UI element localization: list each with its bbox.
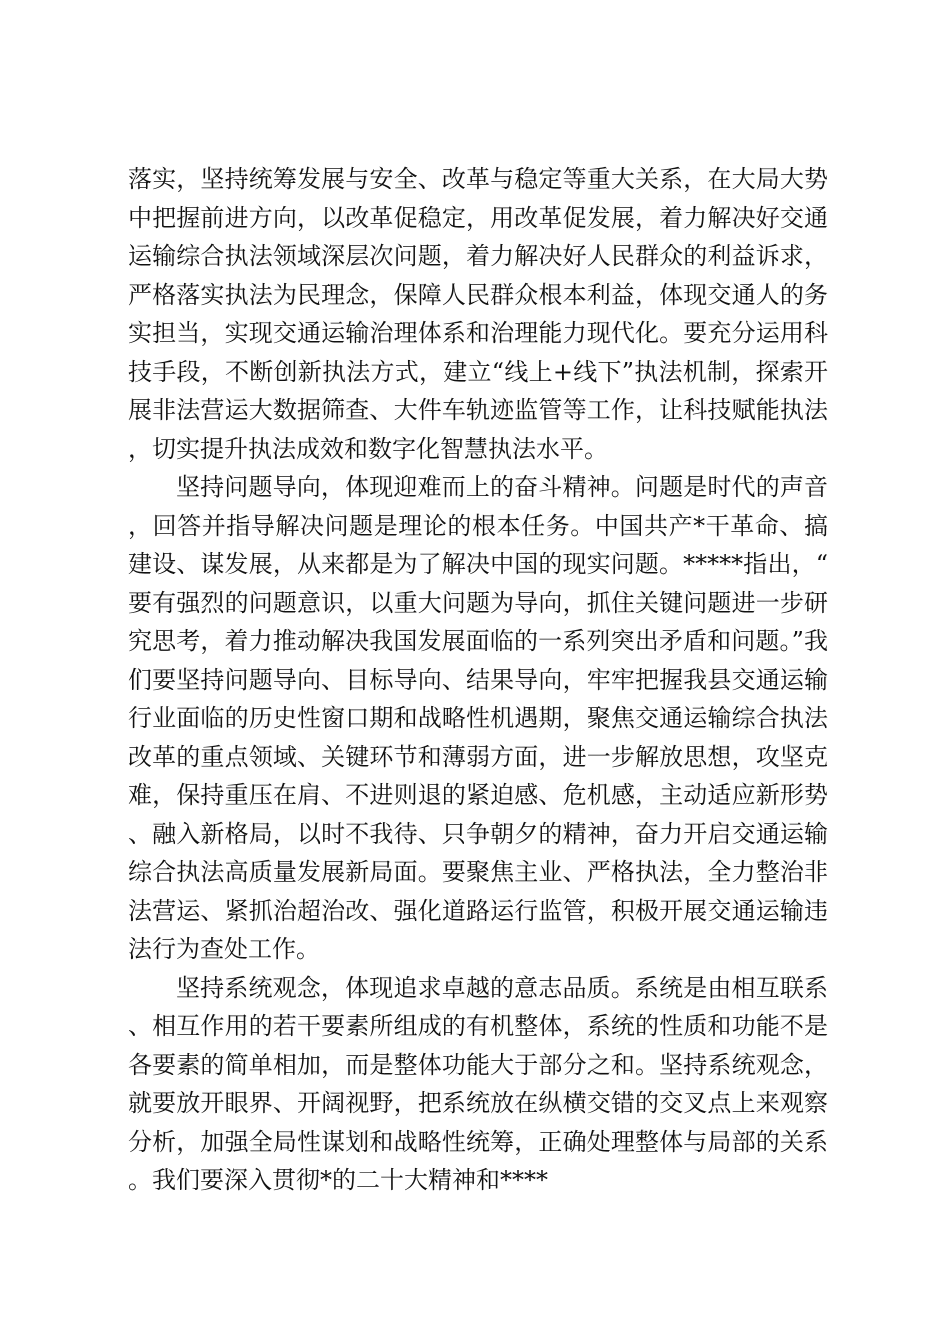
document-body	[128, 160, 828, 1200]
paragraph-system-concept: 坚持系统观念，体现追求卓越的意志品质。系统是由相互联系、相互作用的若干要素所组成的有机整体，系统的性质和功能不是各要素的简单相加，而是整体功能大于部分之和。坚持系统观念，就要放开眼界、开阔视野，把系统放在纵横交错的交叉点上来观察分析，加强全局性谋划和战略性统筹，正确处理整体与局部的关系。我们要深入贯彻*的二十大精神和****	[128, 973, 828, 1194]
paragraph-problem-orientation: 坚持问题导向，体现迎难而上的奋斗精神。问题是时代的声音，回答并指导解决问题是理论的根本任务。中国共产*干革命、搞建设、谋发展，从来都是为了解决中国的现实问题。*****指出，“要有强烈的问题意识，以重大问题为导向，抓住关键问题进一步研究思考，着力推动解决我国发展面临的一系列突出矛盾和问题。”我们要坚持问题导向、目标导向、结果导向，牢牢把握我县交通运输行业面临的历史性窗口期和战略性机遇期，聚焦交通运输综合执法改革的重点领域、关键环节和薄弱方面，进一步解放思想，攻坚克难，保持重压在肩、不进则退的紧迫感、危机感，主动适应新形势、融入新格局，以时不我待、只争朝夕的精神，奋力开启交通运输综合执法高质量发展新局面。要聚焦主业、严格执法，全力整治非法营运、紧抓治超治改、强化道路运行监管，积极开展交通运输违法行为查处工作。	[128, 473, 828, 963]
paragraph-continuation: 落实，坚持统筹发展与安全、改革与稳定等重大关系，在大局大势中把握前进方向，以改革促稳定，用改革促发展，着力解决好交通运输综合执法领域深层次问题，着力解决好人民群众的利益诉求，严格落实执法为民理念，保障人民群众根本利益，体现交通人的务实担当，实现交通运输治理体系和治理能力现代化。要充分运用科技手段，不断创新执法方式，建立“线上+线下”执法机制，探索开展非法营运大数据筛查、大件车轨迹监管等工作，让科技赋能执法，切实提升执法成效和数字化智慧执法水平。	[128, 165, 828, 463]
